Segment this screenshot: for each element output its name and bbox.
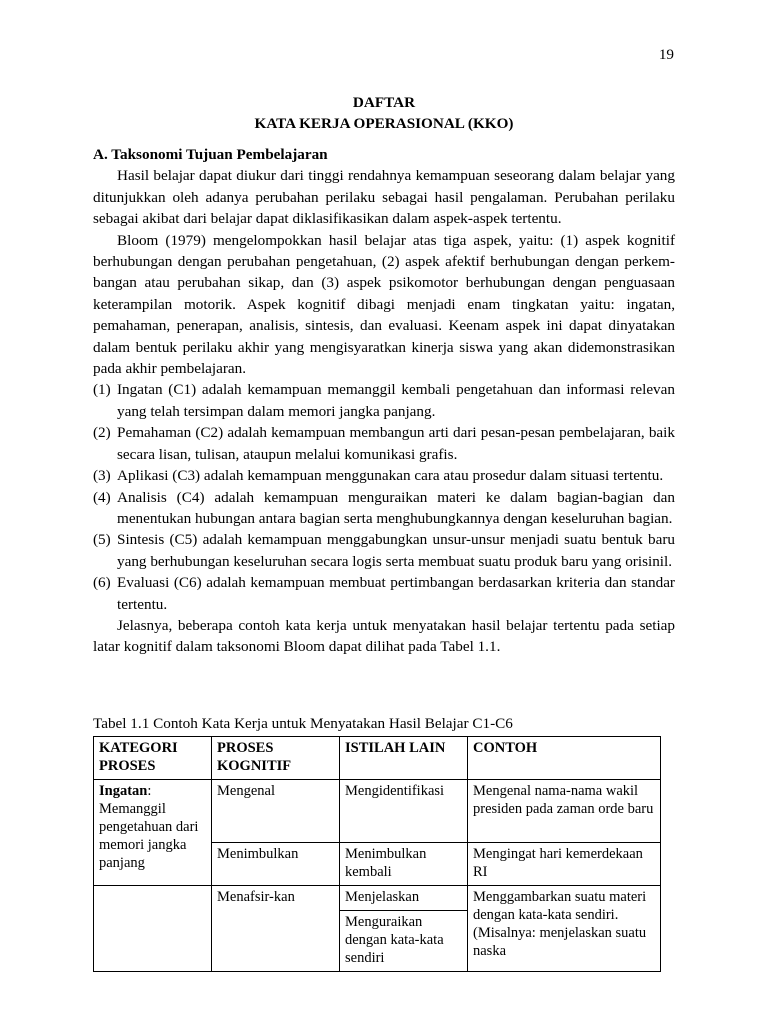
list-text: Pemahaman (C2) adalah kemampuan membangun arti dari pesan-pesan pembelajaran, baik secara lisan, tulisan, ataupun melalui komunikasi grafis. (117, 424, 675, 463)
list-text: Ingatan (C1) adalah kemampuan memanggil kembali pengetahuan dan informasi relevan yang telah tersimpan dalam memori jangka panjang. (117, 381, 675, 420)
list-number: (4) (93, 488, 111, 506)
title-line-2: KATA KERJA OPERASIONAL (KKO) (254, 115, 514, 133)
list-text: Sintesis (C5) adalah kemampuan menggabungkan unsur-unsur menjadi suatu bentuk baru yang berhubungan keseluruhan secara logis serta membuat suatu produk baru yang orisinil. (117, 531, 675, 570)
proses-cell: Mengenal (212, 780, 340, 843)
list-item (93, 572, 675, 615)
category-label: Ingatan (99, 783, 148, 799)
list-number: (3) (93, 467, 111, 485)
proses-cell: Menafsir-kan (212, 886, 340, 972)
list-number: (1) (93, 381, 111, 399)
closing-paragraph: Jelasnya, beberapa contoh kata kerja untuk menyatakan hasil belajar tertentu pada setiap latar kognitif dalam taksonomi Bloom dapat dilihat pada Tabel 1.1. (93, 616, 675, 656)
paragraph: Bloom (1979) mengelompokkan hasil belajar atas tiga aspek, yaitu: (1) aspek kognitif berhubungan dengan perubahan pengetahuan, (2) aspek afektif berhubungan dengan perkem-bangan atau perubahan sikap, dan (3) aspek psikomotor berhubungan dengan penguasaan keterampilan motorik. Aspek kognitif dibagi menjadi enam tingkatan yaitu: ingatan, pemahaman, penerapan, analisis, sintesis, dan evaluasi. Keenam aspek ini dapat dinyatakan dalam bentuk perilaku akhir yang mengisyaratkan kinerja siswa yang akan didemonstrasikan pada akhir pembelajaran. (93, 231, 675, 378)
list-item (93, 379, 675, 422)
list-number: (6) (93, 574, 111, 592)
istilah-cell: Mengidentifikasi (340, 780, 468, 843)
table-header-row (94, 737, 661, 780)
paragraph: Hasil belajar dapat diukur dari tinggi rendahnya kemampuan seseorang dalam belajar yang ditunjukkan oleh adanya perubahan perilaku sebagai hasil pengalaman. Perubahan perilaku sebagai akibat dari belajar dapat diklasifikasikan dalam aspek-aspek tertentu. (93, 167, 675, 228)
list-text: Aplikasi (C3) adalah kemampuan menggunakan cara atau prosedur dalam situasi tertentu. (117, 467, 664, 485)
category-cell (94, 780, 212, 886)
kko-table (93, 736, 661, 972)
page-number: 19 (658, 46, 674, 63)
table-row (94, 780, 661, 843)
contoh-cell: Mengenal nama-nama wakil presiden pada zaman orde baru (468, 780, 661, 843)
header-kategori-proses: KATEGORI PROSES (94, 737, 212, 780)
list-number: (5) (93, 531, 111, 549)
istilah-cell: Menjelaskan (340, 886, 468, 911)
list-item (93, 465, 675, 486)
list-item (93, 487, 675, 530)
list-item (93, 422, 675, 465)
category-description: Memanggil pengetahuan dari memori jangka panjang (99, 801, 199, 871)
category-colon: : (147, 783, 152, 799)
table-row (94, 886, 661, 911)
category-cell-empty (94, 886, 212, 972)
document-title (93, 92, 675, 135)
table-caption: Tabel 1.1 Contoh Kata Kerja untuk Menyatakan Hasil Belajar C1-C6 (93, 715, 513, 732)
header-contoh: CONTOH (468, 737, 661, 780)
contoh-cell: Mengingat hari kemerdekaan RI (468, 843, 661, 886)
main-content (93, 144, 675, 658)
list-item (93, 529, 675, 572)
list-text: Evaluasi (C6) adalah kemampuan membuat pertimbangan berdasarkan kriteria dan standar tertentu. (117, 574, 675, 613)
section-heading: A. Taksonomi Tujuan Pembelajaran (93, 146, 328, 163)
cognitive-levels-list (93, 379, 675, 614)
header-istilah-lain: ISTILAH LAIN (340, 737, 468, 780)
contoh-cell: Menggambarkan suatu materi dengan kata-kata sendiri. (Misalnya: menjelaskan suatu naska (468, 886, 661, 972)
proses-cell: Menimbulkan (212, 843, 340, 886)
header-proses-kognitif: PROSES KOGNITIF (212, 737, 340, 780)
list-number: (2) (93, 424, 111, 442)
istilah-cell: Menguraikan dengan kata-kata sendiri (340, 911, 468, 972)
istilah-cell: Menimbulkan kembali (340, 843, 468, 886)
list-text: Analisis (C4) adalah kemampuan menguraikan materi ke dalam bagian-bagian dan menentukan hubungan antara bagian serta menghubungkannya dengan keseluruhan bagian. (117, 488, 675, 527)
title-line-1: DAFTAR (352, 94, 416, 111)
